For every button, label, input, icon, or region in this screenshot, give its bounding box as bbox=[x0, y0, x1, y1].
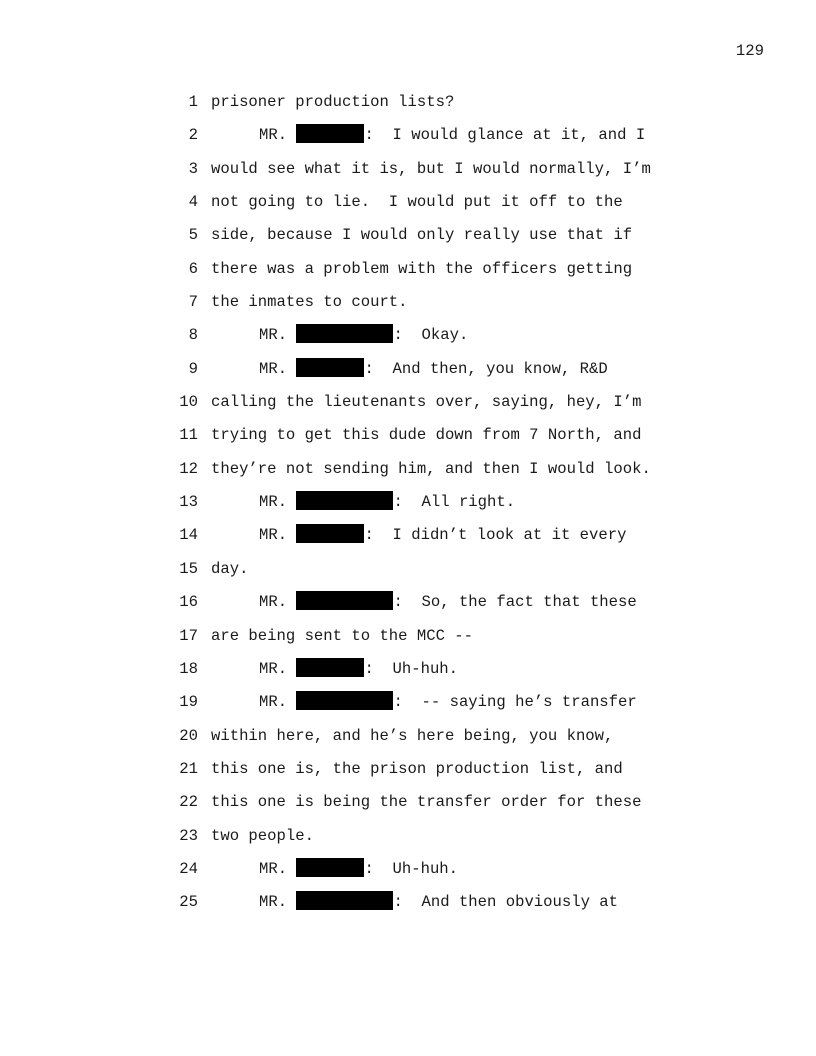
transcript-line bbox=[0, 353, 816, 386]
line-number: 15 bbox=[179, 559, 198, 578]
redaction-box bbox=[296, 324, 393, 343]
line-number: 10 bbox=[179, 393, 198, 412]
transcript-line bbox=[0, 253, 816, 286]
transcript-line bbox=[0, 119, 816, 152]
speaker-title: MR. bbox=[259, 693, 288, 712]
line-text: two people. bbox=[211, 826, 314, 845]
line-text: are being sent to the MCC -- bbox=[211, 626, 474, 645]
line-number: 6 bbox=[188, 259, 198, 278]
speaker-title: MR. bbox=[259, 859, 288, 878]
line-number: 14 bbox=[179, 526, 198, 545]
transcript-line bbox=[0, 219, 816, 252]
spoken-text: : I didn’t look at it every bbox=[364, 526, 627, 545]
spoken-text: : And then obviously at bbox=[393, 893, 619, 912]
speaker-line bbox=[259, 586, 637, 619]
transcript-line bbox=[0, 486, 816, 519]
line-text: side, because I would only really use that if bbox=[211, 226, 633, 245]
transcript-line bbox=[0, 586, 816, 619]
line-number: 11 bbox=[179, 426, 198, 445]
speaker-line bbox=[259, 519, 626, 552]
speaker-line bbox=[259, 886, 618, 919]
spoken-text: : Okay. bbox=[393, 326, 469, 345]
transcript-line bbox=[0, 720, 816, 753]
line-number: 21 bbox=[179, 759, 198, 778]
line-text: this one is being the transfer order for these bbox=[211, 793, 642, 812]
transcript-line bbox=[0, 686, 816, 719]
transcript-line bbox=[0, 519, 816, 552]
transcript-line bbox=[0, 853, 816, 886]
transcript-line bbox=[0, 620, 816, 653]
line-number: 25 bbox=[179, 893, 198, 912]
speaker-line bbox=[259, 119, 645, 152]
line-number: 23 bbox=[179, 826, 198, 845]
line-number: 7 bbox=[188, 293, 198, 312]
line-number: 16 bbox=[179, 593, 198, 612]
transcript-line bbox=[0, 786, 816, 819]
speaker-title: MR. bbox=[259, 326, 288, 345]
speaker-line bbox=[259, 653, 458, 686]
speaker-title: MR. bbox=[259, 659, 288, 678]
redaction-box bbox=[296, 591, 393, 610]
transcript-body bbox=[0, 86, 816, 920]
line-text: there was a problem with the officers getting bbox=[211, 259, 633, 278]
transcript-line bbox=[0, 153, 816, 186]
transcript-line bbox=[0, 286, 816, 319]
spoken-text: : And then, you know, R&D bbox=[364, 359, 608, 378]
line-number: 20 bbox=[179, 726, 198, 745]
speaker-title: MR. bbox=[259, 893, 288, 912]
line-text: trying to get this dude down from 7 North, and bbox=[211, 426, 642, 445]
redaction-box bbox=[296, 891, 393, 910]
transcript-line bbox=[0, 653, 816, 686]
line-text: the inmates to court. bbox=[211, 293, 408, 312]
redaction-box bbox=[296, 124, 364, 143]
transcript-line bbox=[0, 886, 816, 919]
line-number: 2 bbox=[188, 126, 198, 145]
speaker-title: MR. bbox=[259, 126, 288, 145]
spoken-text: : -- saying he’s transfer bbox=[393, 693, 637, 712]
transcript-line bbox=[0, 553, 816, 586]
speaker-title: MR. bbox=[259, 593, 288, 612]
line-number: 18 bbox=[179, 659, 198, 678]
spoken-text: : All right. bbox=[393, 493, 516, 512]
redaction-box bbox=[296, 524, 364, 543]
line-number: 9 bbox=[188, 359, 198, 378]
line-number: 24 bbox=[179, 859, 198, 878]
transcript-line bbox=[0, 453, 816, 486]
speaker-line bbox=[259, 486, 515, 519]
transcript-line bbox=[0, 186, 816, 219]
page-number: 129 bbox=[735, 42, 764, 60]
transcript-line bbox=[0, 86, 816, 119]
redaction-box bbox=[296, 658, 364, 677]
line-text: this one is, the prison production list, and bbox=[211, 759, 623, 778]
speaker-title: MR. bbox=[259, 359, 288, 378]
speaker-line bbox=[259, 319, 468, 352]
line-number: 3 bbox=[188, 159, 198, 178]
transcript-line bbox=[0, 386, 816, 419]
speaker-title: MR. bbox=[259, 493, 288, 512]
spoken-text: : I would glance at it, and I bbox=[364, 126, 646, 145]
transcript-line bbox=[0, 319, 816, 352]
line-number: 12 bbox=[179, 459, 198, 478]
redaction-box bbox=[296, 691, 393, 710]
spoken-text: : Uh-huh. bbox=[364, 659, 459, 678]
line-number: 19 bbox=[179, 693, 198, 712]
line-number: 17 bbox=[179, 626, 198, 645]
line-number: 22 bbox=[179, 793, 198, 812]
transcript-line bbox=[0, 753, 816, 786]
line-number: 1 bbox=[188, 93, 198, 111]
line-text: within here, and he’s here being, you know, bbox=[211, 726, 614, 745]
line-text: prisoner production lists? bbox=[211, 93, 455, 111]
transcript-line bbox=[0, 820, 816, 853]
line-number: 13 bbox=[179, 493, 198, 512]
line-number: 4 bbox=[188, 193, 198, 212]
speaker-line bbox=[259, 686, 637, 719]
redaction-box bbox=[296, 491, 393, 510]
speaker-line bbox=[259, 353, 608, 386]
speaker-title: MR. bbox=[259, 526, 288, 545]
line-text: not going to lie. I would put it off to the bbox=[211, 193, 623, 212]
line-text: day. bbox=[211, 559, 249, 578]
spoken-text: : Uh-huh. bbox=[364, 859, 459, 878]
redaction-box bbox=[296, 358, 364, 377]
spoken-text: : So, the fact that these bbox=[393, 593, 637, 612]
speaker-line bbox=[259, 853, 458, 886]
line-text: they’re not sending him, and then I would look. bbox=[211, 459, 651, 478]
line-text: calling the lieutenants over, saying, hey, I’m bbox=[211, 393, 642, 412]
line-text: would see what it is, but I would normally, I’m bbox=[211, 159, 651, 178]
line-number: 8 bbox=[188, 326, 198, 345]
transcript-line bbox=[0, 419, 816, 452]
line-number: 5 bbox=[188, 226, 198, 245]
redaction-box bbox=[296, 858, 364, 877]
